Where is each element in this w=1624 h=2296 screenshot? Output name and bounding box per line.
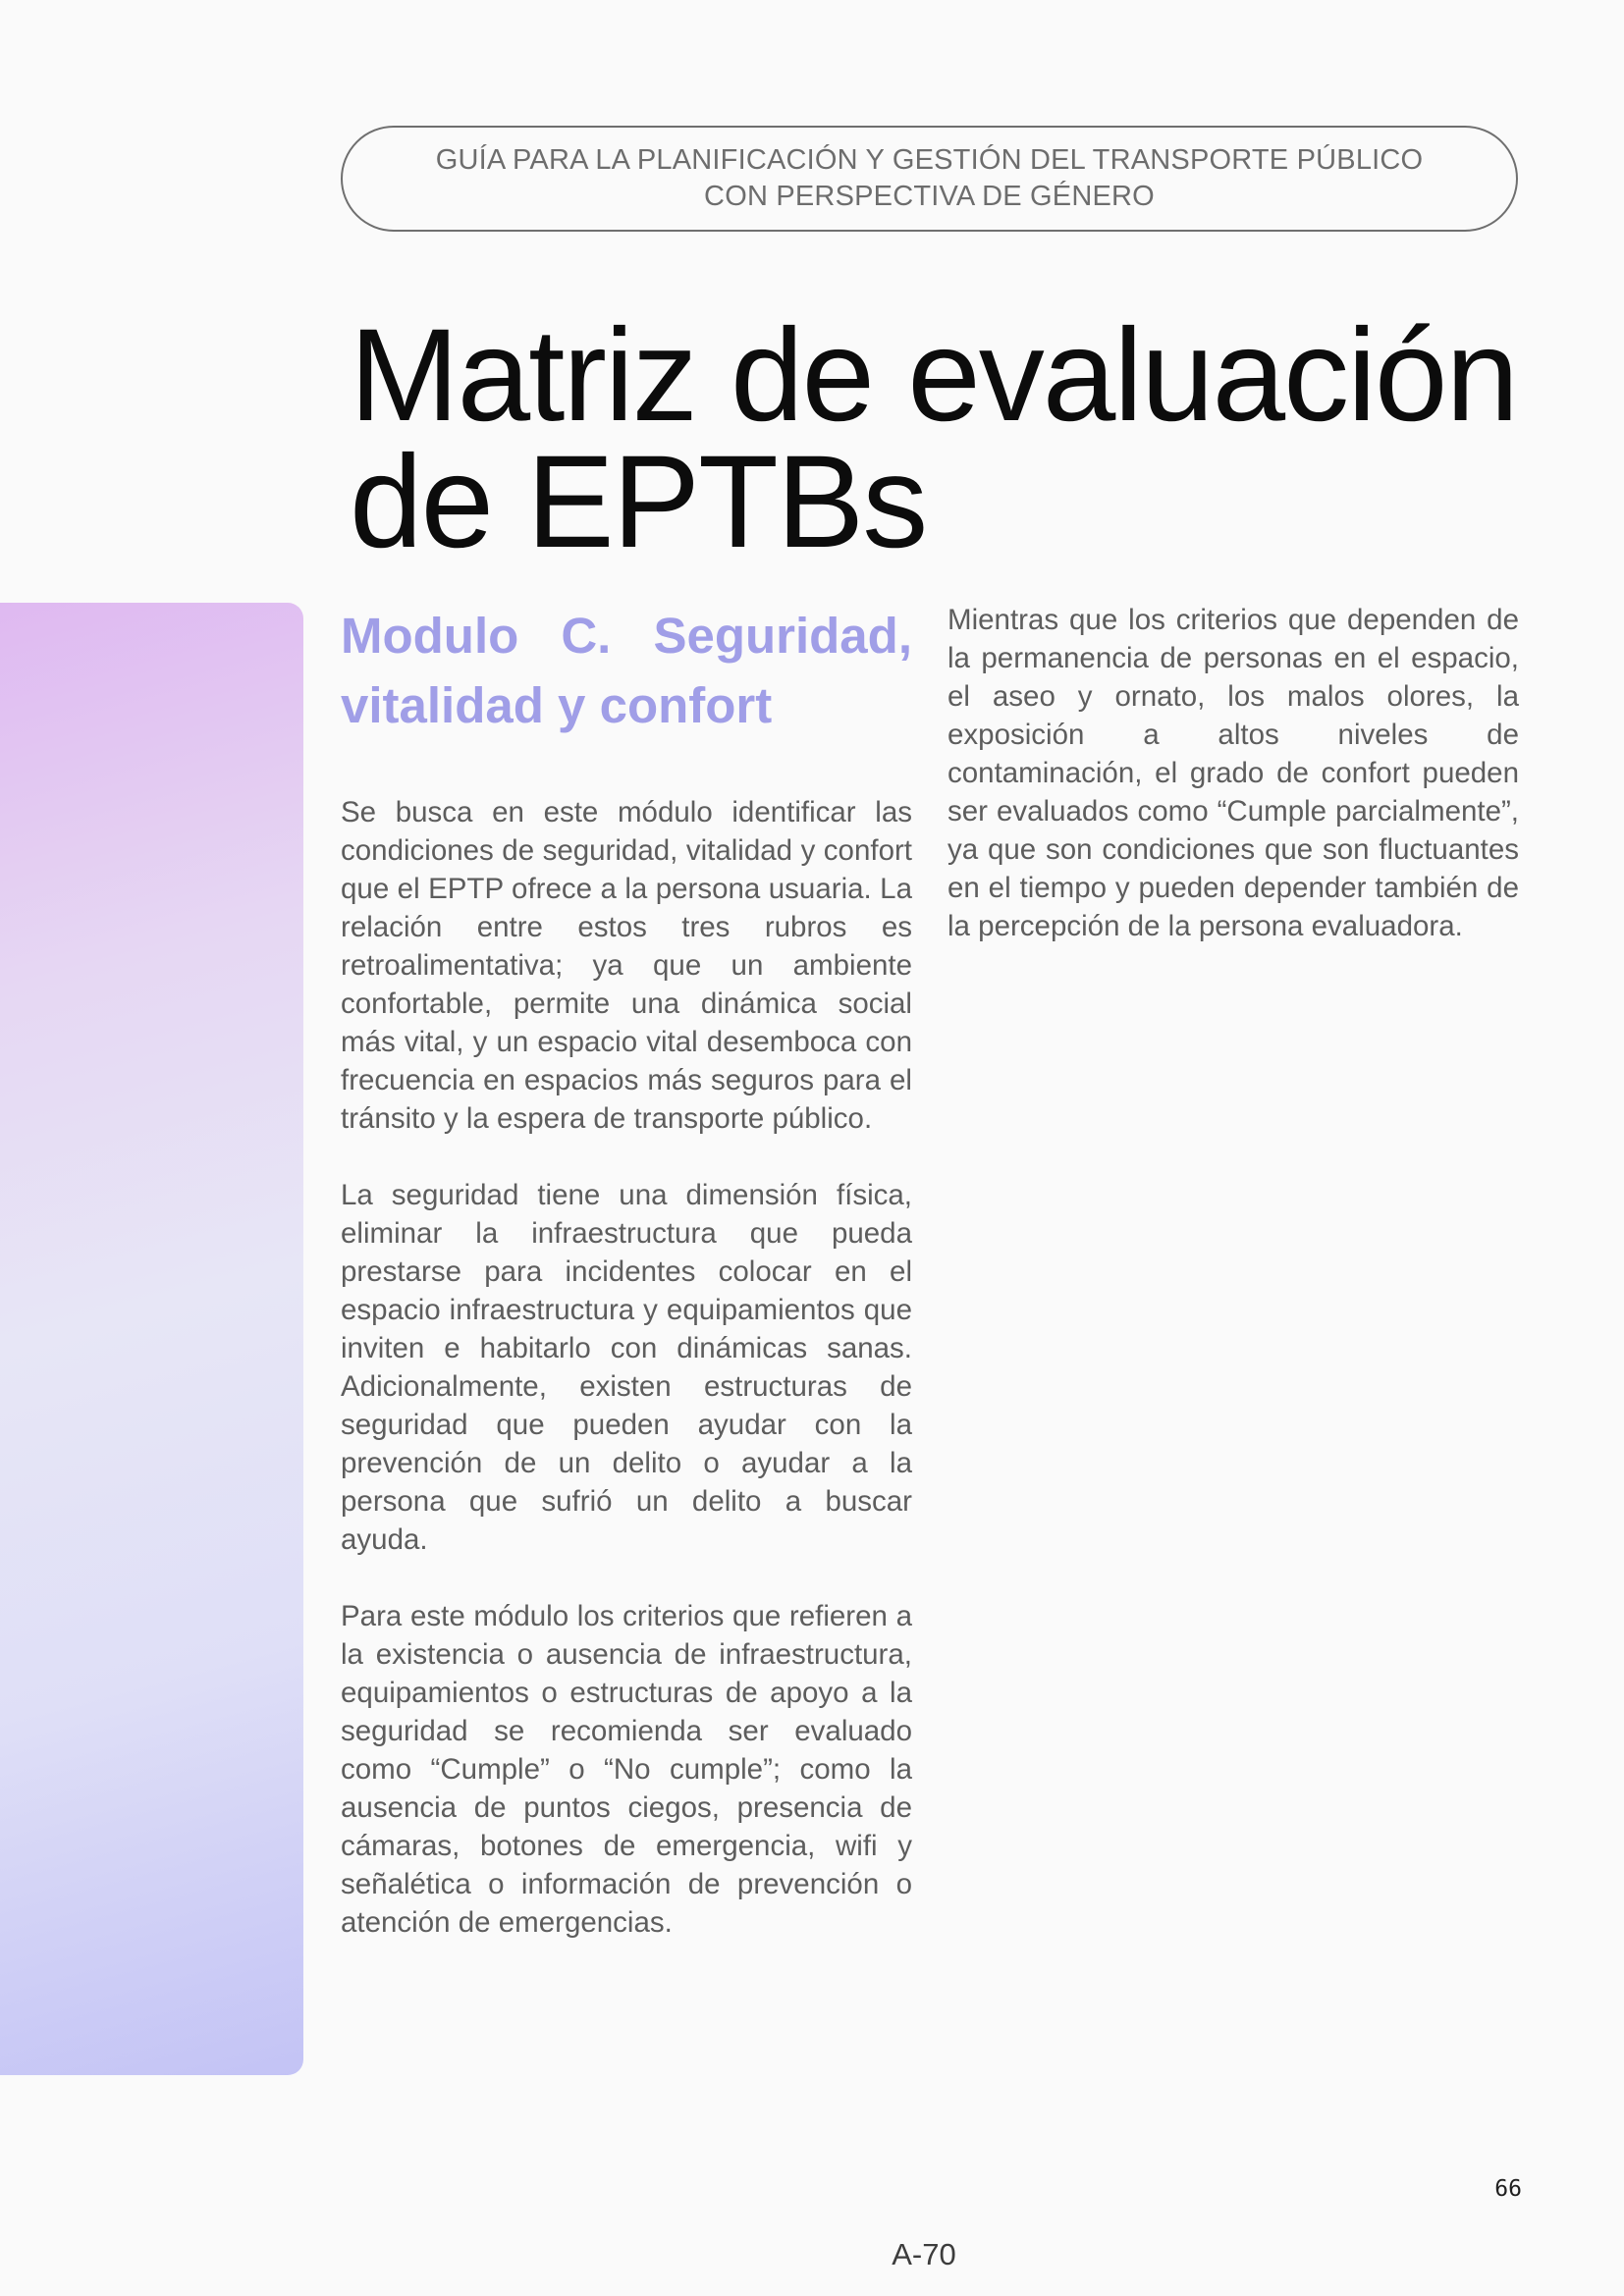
- paragraph-criteria-binary: Para este módulo los criterios que refieren a la existencia o ausencia de infraestructura, equipamientos o estructuras de apoyo a la seguridad se recomienda ser evaluado como “Cumple” o “No cumple”; como la ausencia de puntos ciegos, presencia de cámaras, botones de emergencia, wifi y señalética o información de prevención o atención de emergencias.: [341, 1600, 912, 1939]
- page-title: Matriz de evaluación de EPTBs: [350, 302, 1517, 575]
- module-heading: Modulo C. Seguridad, vitalidad y confort: [341, 608, 912, 733]
- guide-title-banner: [341, 126, 1518, 232]
- right-column: [947, 601, 1519, 984]
- page-number: 66: [1494, 2176, 1522, 2202]
- left-column: [341, 601, 912, 1980]
- decorative-gradient-panel: [0, 603, 303, 2075]
- guide-title: GUÍA PARA LA PLANIFICACIÓN Y GESTIÓN DEL TRANSPORTE PÚBLICO CON PERSPECTIVA DE GÉNERO: [435, 144, 1424, 212]
- paragraph-criteria-partial: Mientras que los criterios que dependen de la permanencia de personas en el espacio, el aseo y ornato, los malos olores, la exposición a altos niveles de contaminación, el grado de confort pueden ser evaluados como “Cumple parcialmente”, ya que son condiciones que son fluctuantes en el tiempo y pueden depender también de la percepción de la persona evaluadora.: [947, 604, 1519, 942]
- paragraph-intro: Se busca en este módulo identificar las condiciones de seguridad, vitalidad y confort que el EPTP ofrece a la persona usuaria. La relación entre estos tres rubros es retroalimentativa; ya que un ambiente confortable, permite una dinámica social más vital, y un espacio vital desemboca con frecuencia en espacios más seguros para el tránsito y la espera de transporte público.: [341, 796, 912, 1135]
- paragraph-security: La seguridad tiene una dimensión física, eliminar la infraestructura que pueda prestarse para incidentes colocar en el espacio infraestructura y equipamientos que inviten e habitarlo con dinámicas sanas. Adicionalmente, existen estructuras de seguridad que pueden ayudar con la prevención de un delito o ayudar a la persona que sufrió un delito a buscar ayuda.: [341, 1179, 912, 1556]
- annex-page-number: A-70: [892, 2237, 956, 2271]
